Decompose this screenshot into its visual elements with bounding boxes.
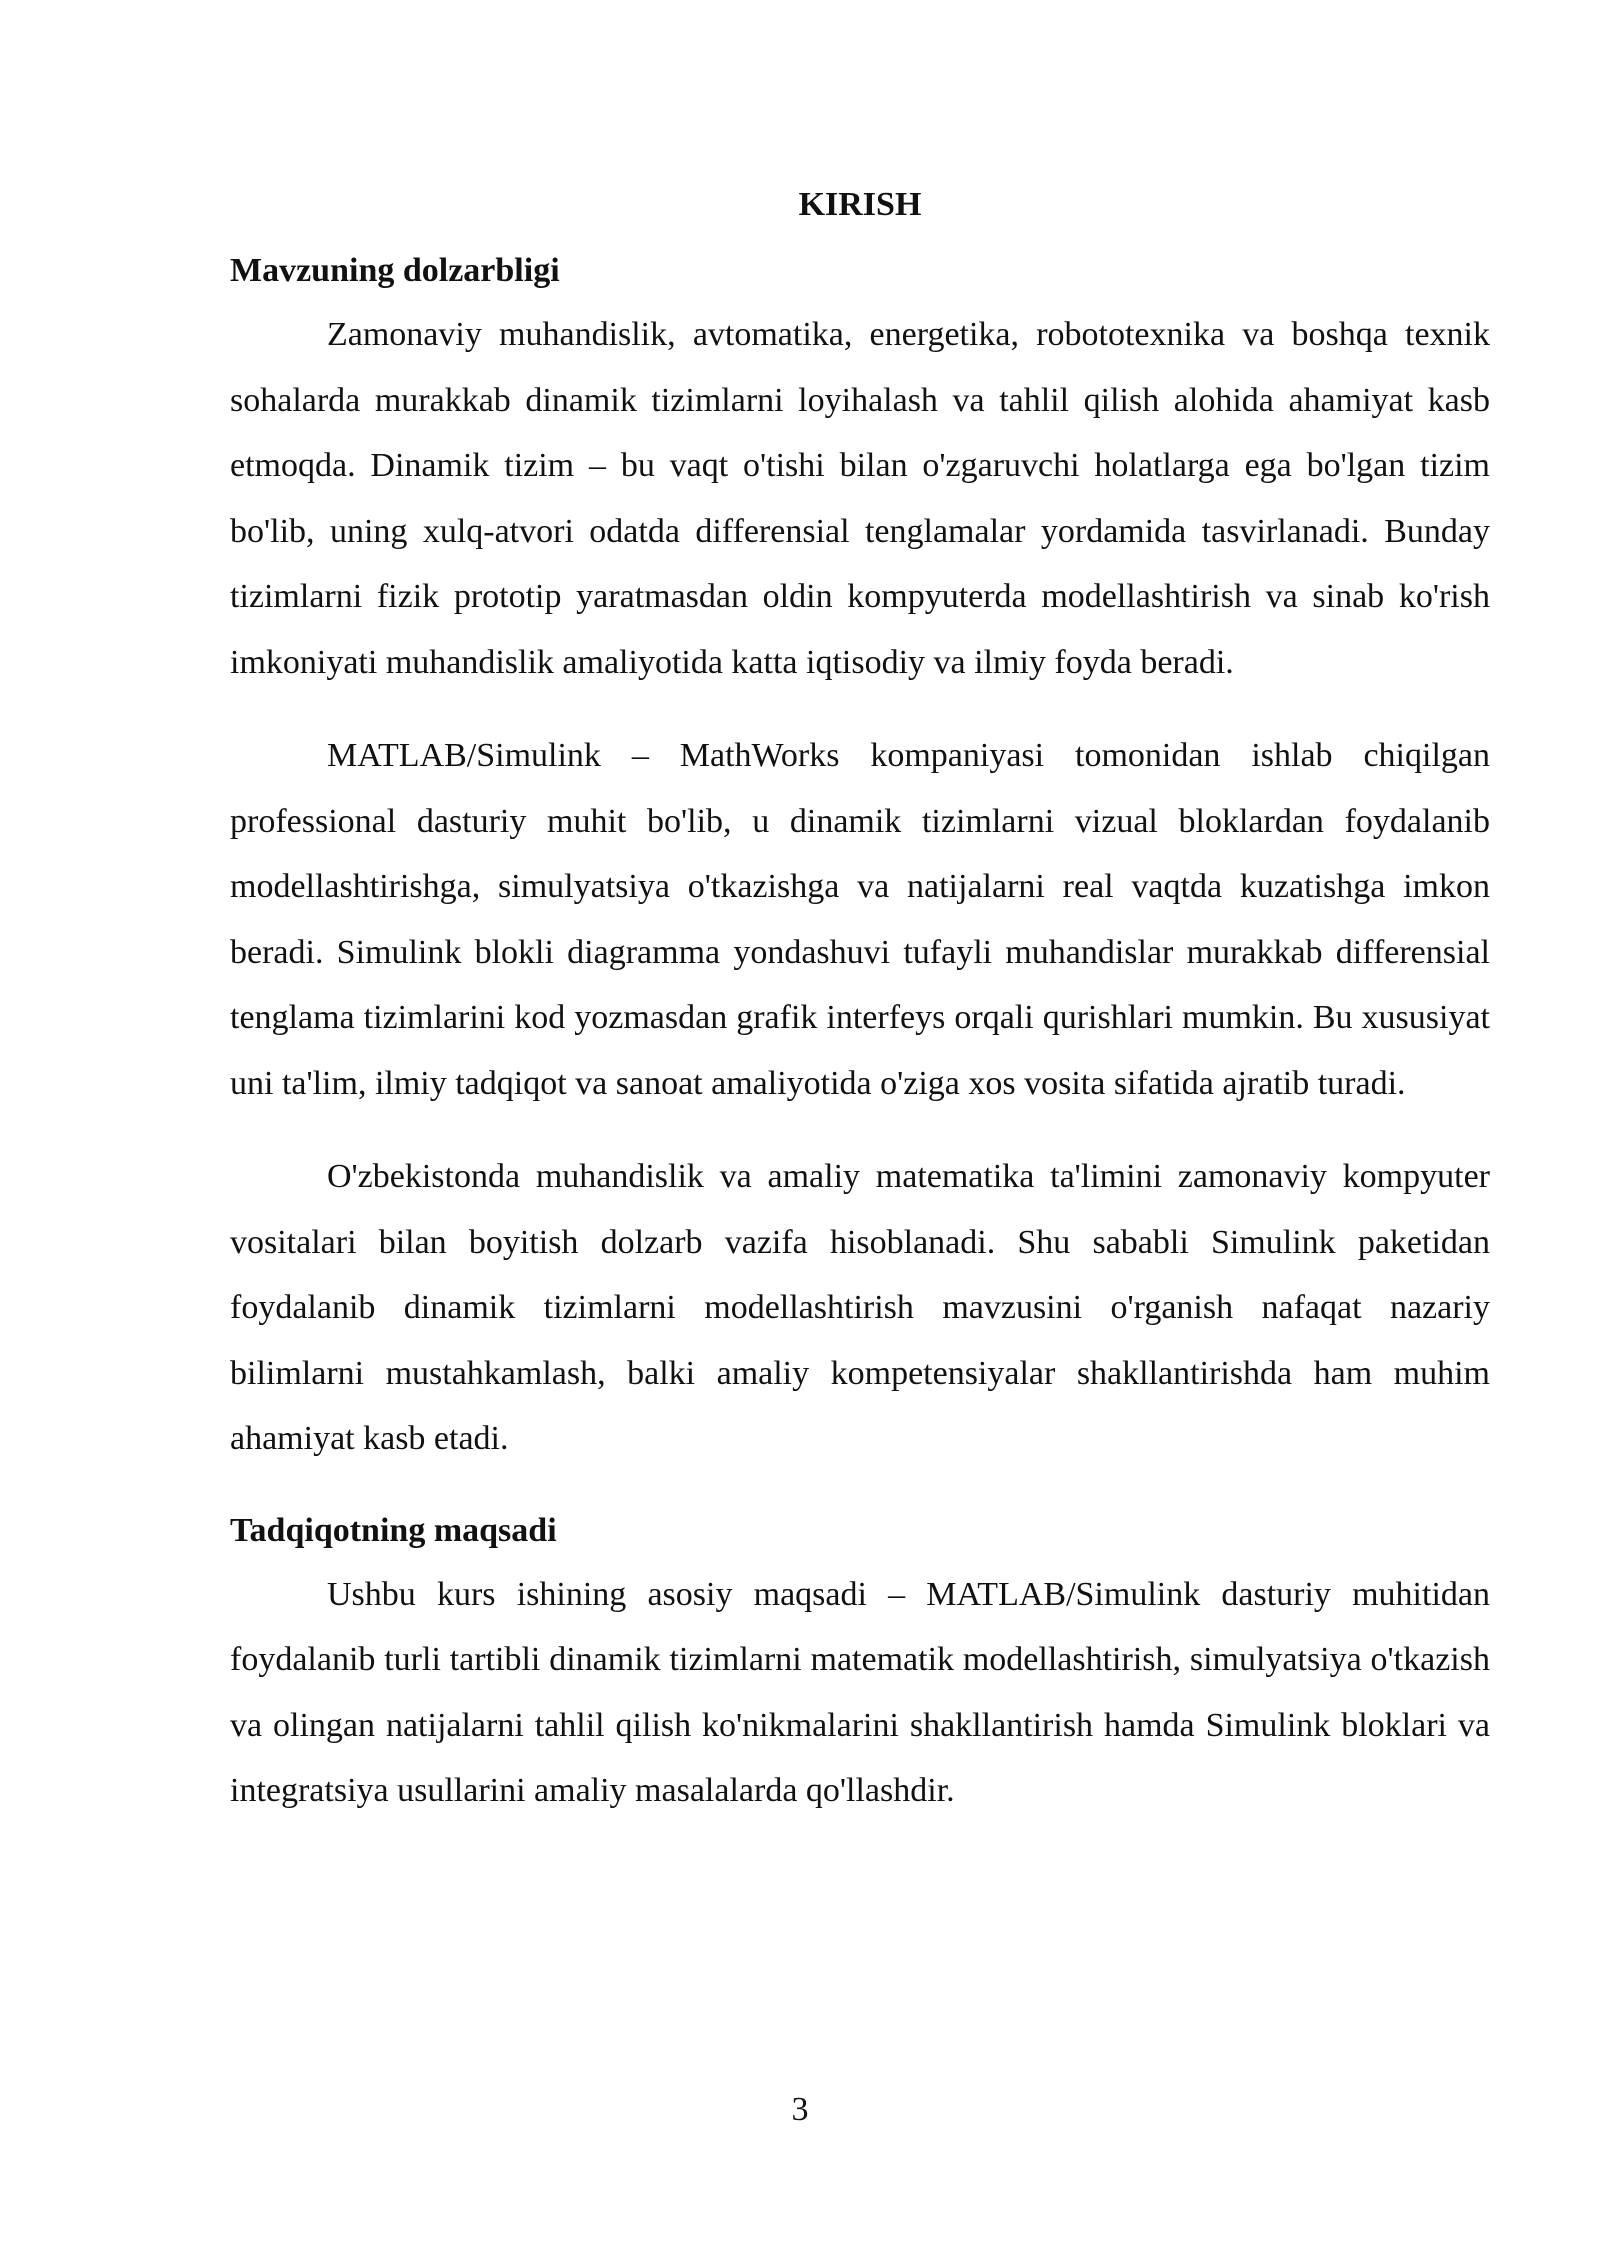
paragraph: Ushbu kurs ishining asosiy maqsadi – MATLAB/Simulink dasturiy muhitidan foydalanib turli tartibli dinamik tizimlarni matematik modellashtirish, simulyatsiya o'tkazish va olingan natijalarni tahlil qilish ko'nikmalarini shakllantirish hamda Simulink bloklari va integratsiya usullarini amaliy masalalarda qo'llashdir.: [230, 1575, 1490, 1809]
section-heading-goal: Tadqiqotning maqsadi: [230, 1511, 557, 1549]
paragraph: Zamonaviy muhandislik, avtomatika, energetika, robototexnika va boshqa texnik sohalarda murakkab dinamik tizimlarni loyihalash va tahlil qilish alohida ahamiyat kasb etmoqda. Dinamik tizim – bu vaqt o'tishi bilan o'zgaruvchi holatlarga ega bo'lgan tizim bo'lib, uning xulq-atvori odatda differensial tenglamalar yordamida tasvirlanadi. Bunday tizimlarni fizik prototip yaratmasdan oldin kompyuterda modellashtirish va sinab ko'rish imkoniyati muhandislik amaliyotida katta iqtisodiy va ilmiy foyda beradi.: [230, 316, 1490, 681]
page-number: 3: [791, 2091, 809, 2128]
paragraph: O'zbekistonda muhandislik va amaliy matematika ta'limini zamonaviy kompyuter vositalari bilan boyitish dolzarb vazifa hisoblanadi. Shu sababli Simulink paketidan foydalanib dinamik tizimlarni modellashtirish mavzusini o'rganish nafaqat nazariy bilimlarni mustahkamlash, balki amaliy kompetensiyalar shakllantirishda ham muhim ahamiyat kasb etadi.: [230, 1158, 1490, 1457]
document-page: [230, 180, 1490, 1824]
section-heading-relevance: Mavzuning dolzarbligi: [230, 252, 560, 289]
page-title: KIRISH: [798, 186, 922, 223]
paragraph: MATLAB/Simulink – MathWorks kompaniyasi tomonidan ishlab chiqilgan professional dasturiy muhit bo'lib, u dinamik tizimlarni vizual bloklardan foydalanib modellashtirishga, simulyatsiya o'tkazishga va natijalarni real vaqtda kuzatishga imkon beradi. Simulink blokli diagramma yondashuvi tufayli muhandislar murakkab differensial tenglama tizimlarini kod yozmasdan grafik interfeys orqali qurishlari mumkin. Bu xususiyat uni ta'lim, ilmiy tadqiqot va sanoat amaliyotida o'ziga xos vosita sifatida ajratib turadi.: [230, 737, 1490, 1102]
